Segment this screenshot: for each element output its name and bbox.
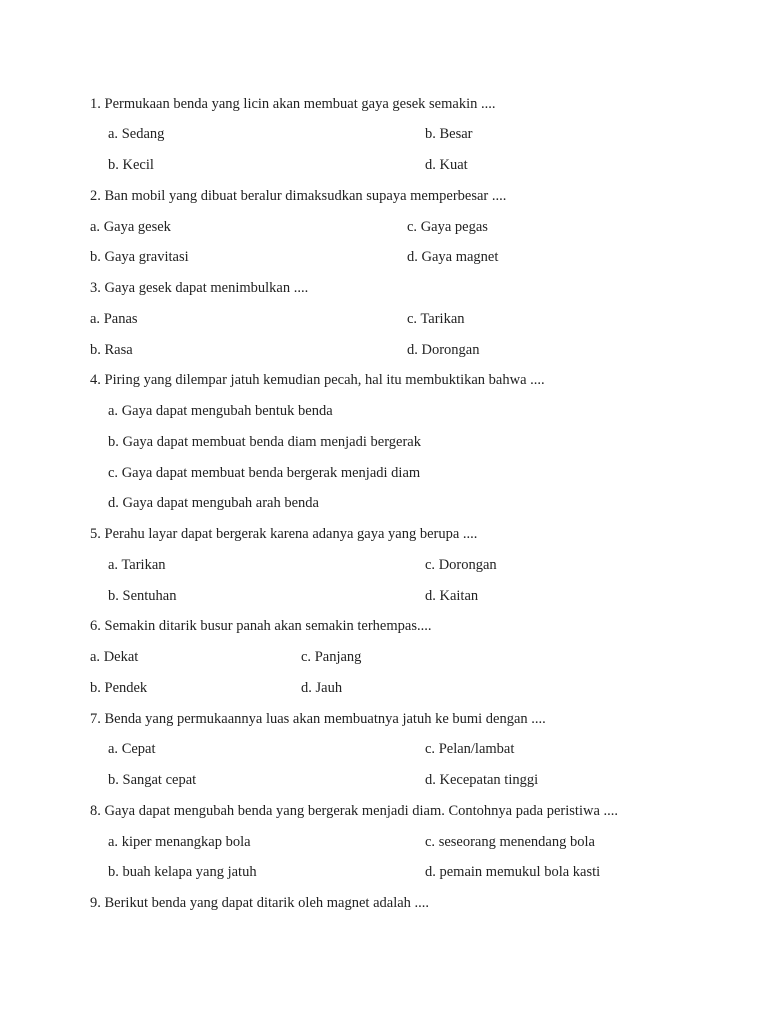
option-letter: b. [90,342,101,358]
option-text: Jauh [315,680,343,696]
option-text: Gaya dapat mengubah bentuk benda [121,403,333,419]
option-letter: b. [108,434,119,450]
option-text: Kecepatan tinggi [439,772,539,788]
option-text: Kuat [439,157,468,173]
option-text: Gaya dapat mengubah arah benda [122,495,319,511]
option-text: Gaya gesek [103,219,171,235]
option [425,125,473,143]
option-text: Gaya gravitasi [104,249,189,265]
option-text: Kecil [122,157,154,173]
option-text: pemain memukul bola kasti [439,864,601,880]
option-text: Panas [103,311,138,327]
question-number: 8. [90,803,101,819]
question-9 [90,894,429,912]
option-letter: b. [108,157,119,173]
option-letter: a. [108,741,119,757]
option [108,587,176,605]
option-text: Besar [439,126,473,142]
question-number: 3. [90,280,101,296]
option-letter: a. [108,403,119,419]
option-text: Cepat [121,741,156,757]
option [425,587,478,605]
option-letter: d. [425,772,436,788]
option-text: Gaya dapat membuat benda diam menjadi bergerak [122,434,421,450]
option-text: Tarikan [420,311,465,327]
question-5 [90,525,477,543]
option [108,433,421,451]
option [407,218,488,236]
option-letter: d. [407,342,418,358]
question-7 [90,710,546,728]
question-6 [90,617,431,635]
option [425,833,595,851]
question-text: Gaya dapat mengubah benda yang bergerak menjadi diam. Contohnya pada peristiwa .... [104,803,619,819]
option [425,863,600,881]
option [108,125,164,143]
option-letter: b. [425,126,436,142]
option [407,341,480,359]
question-text: Piring yang dilempar jatuh kemudian pecah, hal itu membuktikan bahwa .... [104,372,545,388]
option [90,218,171,236]
option-letter: a. [108,834,119,850]
option [301,648,361,666]
option [108,740,156,758]
question-number: 6. [90,618,101,634]
option [425,156,468,174]
option [108,771,196,789]
question-text: Berikut benda yang dapat ditarik oleh magnet adalah .... [104,895,430,911]
question-number: 1. [90,96,101,112]
question-text: Ban mobil yang dibuat beralur dimaksudkan supaya memperbesar .... [104,188,507,204]
option-text: seseorang menendang bola [438,834,595,850]
option-letter: c. [108,465,119,481]
option-letter: d. [301,680,312,696]
option-letter: b. [108,864,119,880]
option-text: Sedang [121,126,165,142]
option [108,494,319,512]
question-2 [90,187,506,205]
option-text: Pelan/lambat [438,741,515,757]
option-letter: d. [425,588,436,604]
option-text: buah kelapa yang jatuh [122,864,257,880]
question-number: 4. [90,372,101,388]
option [90,310,138,328]
question-text: Perahu layar dapat bergerak karena adanya gaya yang berupa .... [104,526,478,542]
option-text: Dorongan [438,557,497,573]
option-text: Panjang [314,649,362,665]
option-letter: c. [301,649,312,665]
option [108,402,333,420]
option-letter: c. [407,311,418,327]
question-text: Benda yang permukaannya luas akan membuatnya jatuh ke bumi dengan .... [104,711,546,727]
option [407,248,498,266]
option [108,464,420,482]
option [425,740,514,758]
option-text: Tarikan [121,557,166,573]
option-text: Sentuhan [122,588,177,604]
option-letter: b. [108,772,119,788]
option-text: Dorongan [421,342,480,358]
option-letter: c. [407,219,418,235]
option-text: Sangat cepat [122,772,197,788]
option-text: Gaya pegas [420,219,488,235]
option [108,556,166,574]
option [90,248,189,266]
question-8 [90,802,618,820]
option-text: Rasa [104,342,133,358]
option [425,771,538,789]
question-number: 7. [90,711,101,727]
option [90,648,138,666]
option [407,310,465,328]
option [108,833,251,851]
option-letter: a. [108,557,119,573]
option-letter: c. [425,741,436,757]
question-3 [90,279,308,297]
option-text: kiper menangkap bola [121,834,251,850]
question-text: Permukaan benda yang licin akan membuat gaya gesek semakin .... [104,96,496,112]
option [90,341,133,359]
question-4 [90,371,545,389]
option [425,556,497,574]
option-letter: c. [425,834,436,850]
option-letter: b. [90,680,101,696]
option-letter: d. [425,864,436,880]
option-letter: a. [90,649,101,665]
option [90,679,147,697]
question-text: Gaya gesek dapat menimbulkan .... [104,280,309,296]
option-letter: a. [108,126,119,142]
option-text: Pendek [104,680,148,696]
option [108,156,154,174]
option-letter: d. [108,495,119,511]
option-letter: a. [90,219,101,235]
question-number: 5. [90,526,101,542]
option [301,679,342,697]
option-letter: b. [90,249,101,265]
option-text: Kaitan [439,588,479,604]
option-letter: a. [90,311,101,327]
question-number: 2. [90,188,101,204]
option-letter: c. [425,557,436,573]
option [108,863,257,881]
option-text: Gaya magnet [421,249,499,265]
question-1 [90,95,495,113]
option-letter: d. [425,157,436,173]
question-text: Semakin ditarik busur panah akan semakin terhempas.... [104,618,432,634]
question-number: 9. [90,895,101,911]
option-text: Gaya dapat membuat benda bergerak menjadi diam [121,465,421,481]
option-letter: b. [108,588,119,604]
option-text: Dekat [103,649,139,665]
option-letter: d. [407,249,418,265]
